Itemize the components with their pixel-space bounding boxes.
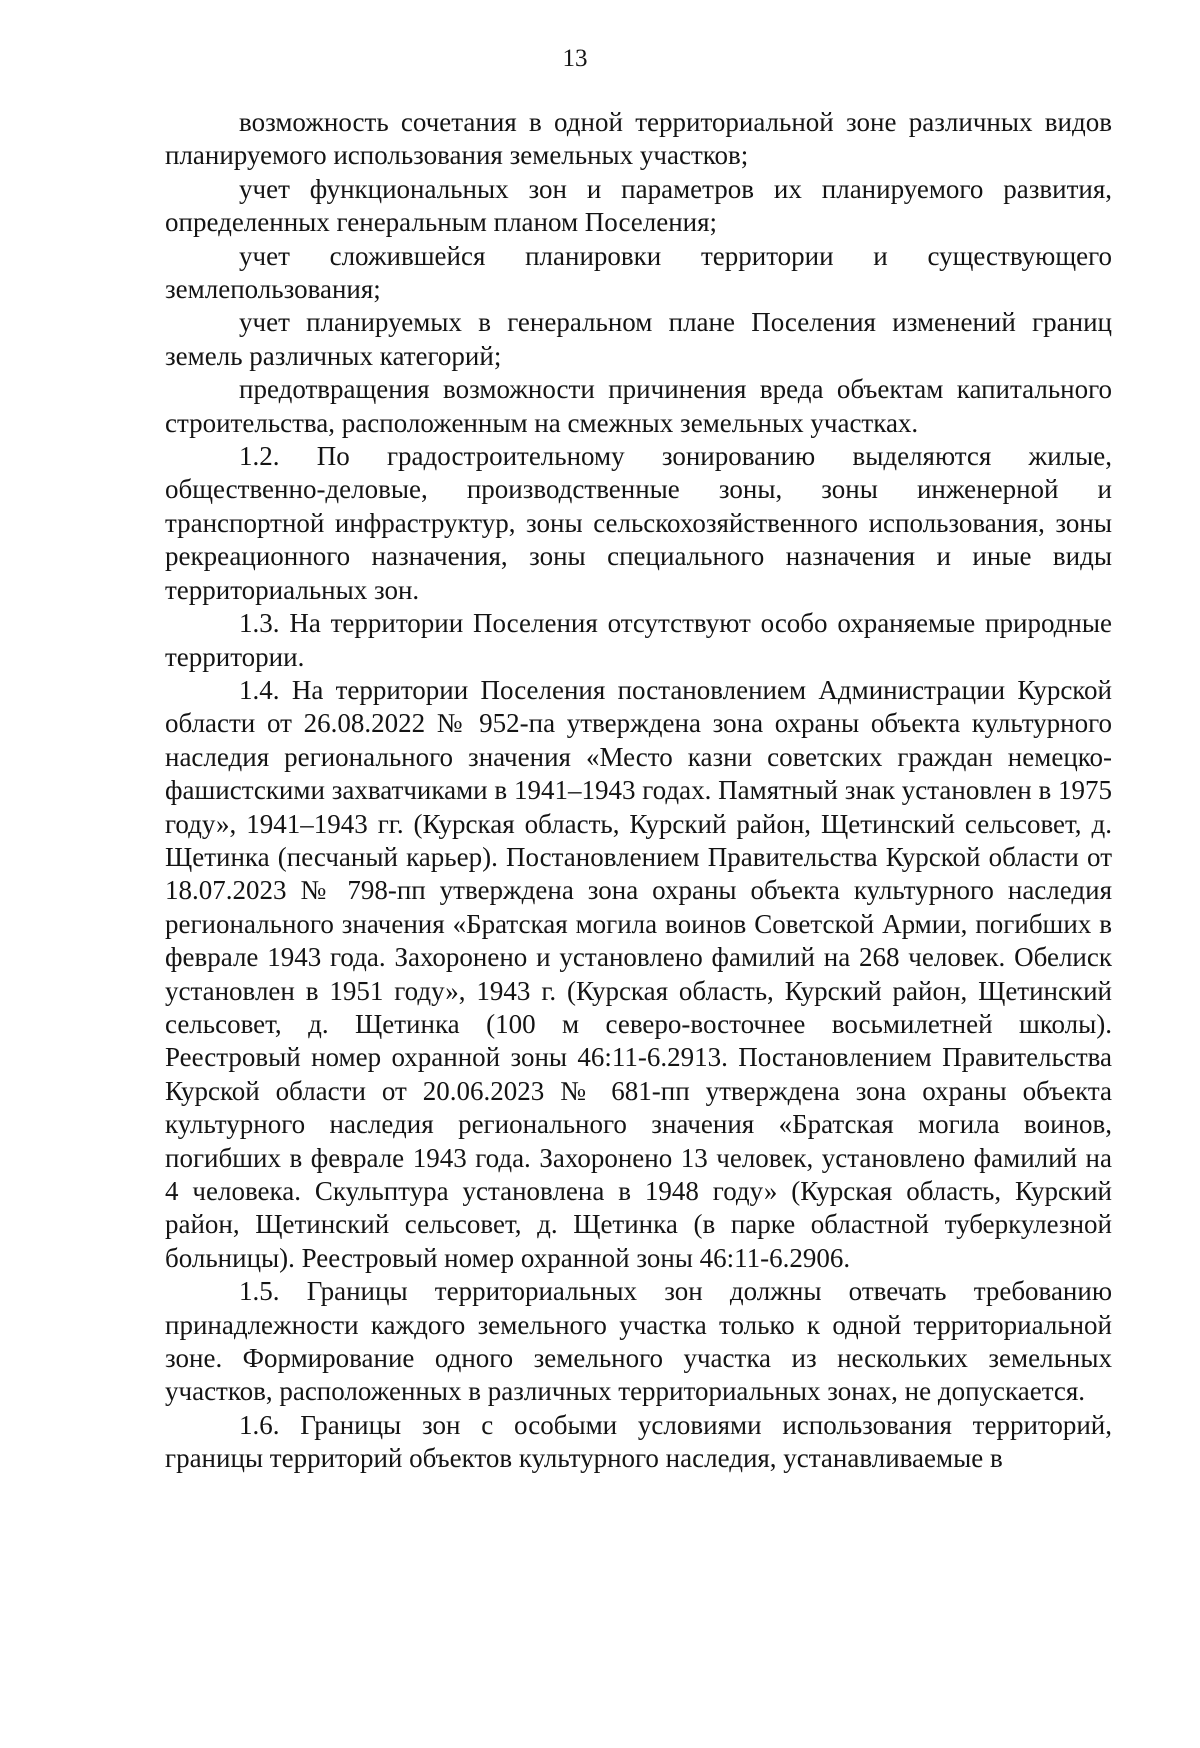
paragraph-section-1-4: 1.4. На территории Поселения постановлением Администрации Курской области от 26.08.2022 № 952-па утверждена зона охраны объекта культурного наследия регионального значения «Место казни советских граждан немецко-фашистскими захватчиками в 1941–1943 годах. Памятный знак установлен в 1975 году», 1941–1943 гг. (Курская область, Курский район, Щетинский сельсовет, д. Щетинка (песчаный карьер). Постановлением Правительства Курской области от 18.07.2023 № 798-пп утверждена зона охраны объекта культурного наследия регионального значения «Братская могила воинов Советской Армии, погибших в феврале 1943 года. Захоронено и установлено фамилий на 268 человек. Обелиск установлен в 1951 году», 1943 г. (Курская область, Курский район, Щетинский сельсовет, д. Щетинка (100 м северо-восточнее восьмилетней школы). Реестровый номер охранной зоны 46:11-6.2913. Постановлением Правительства Курской области от 20.06.2023 № 681-пп утверждена зона охраны объекта культурного наследия регионального значения «Братская могила воинов, погибших в феврале 1943 года. Захоронено 13 человек, установлено фамилий на 4 человека. Скульптура установлена в 1948 году» (Курская область, Курский район, Щетинский сельсовет, д. Щетинка (в парке областной туберкулезной больницы). Реестровый номер охранной зоны 46:11-6.2906. xyxy=(165,674,1112,1273)
paragraph-harm-prevention: предотвращения возможности причинения вреда объектам капитального строительства, расположенным на смежных земельных участках. xyxy=(165,374,1112,438)
paragraph-section-1-3: 1.3. На территории Поселения отсутствуют особо охраняемые природные территории. xyxy=(165,608,1112,672)
paragraph-zone-combination: возможность сочетания в одной территориальной зоне различных видов планируемого использования земельных участков; xyxy=(165,107,1112,171)
document-body xyxy=(165,106,1112,1476)
paragraph-land-category-changes: учет планируемых в генеральном плане Поселения изменений границ земель различных категорий; xyxy=(165,307,1112,371)
paragraph-functional-zones: учет функциональных зон и параметров их планируемого развития, определенных генеральным планом Поселения; xyxy=(165,173,1112,238)
page-number: 13 xyxy=(562,45,588,72)
paragraph-existing-planning: учет сложившейся планировки территории и существующего землепользования; xyxy=(165,240,1112,305)
paragraph-section-1-2: 1.2. По градостроительному зонированию выделяются жилые, общественно-деловые, производственные зоны, зоны инженерной и транспортной инфраструктур, зоны сельскохозяйственного использования, зоны рекреационного назначения, зоны специального назначения и иные виды территориальных зон. xyxy=(165,441,1112,605)
paragraph-section-1-6: 1.6. Границы зон с особыми условиями использования территорий, границы территорий объектов культурного наследия, устанавливаемые в xyxy=(165,1409,1112,1474)
paragraph-section-1-5: 1.5. Границы территориальных зон должны отвечать требованию принадлежности каждого земельного участка только к одной территориальной зоне. Формирование одного земельного участка из нескольких земельных участков, расположенных в различных территориальных зонах, не допускается. xyxy=(165,1276,1112,1407)
